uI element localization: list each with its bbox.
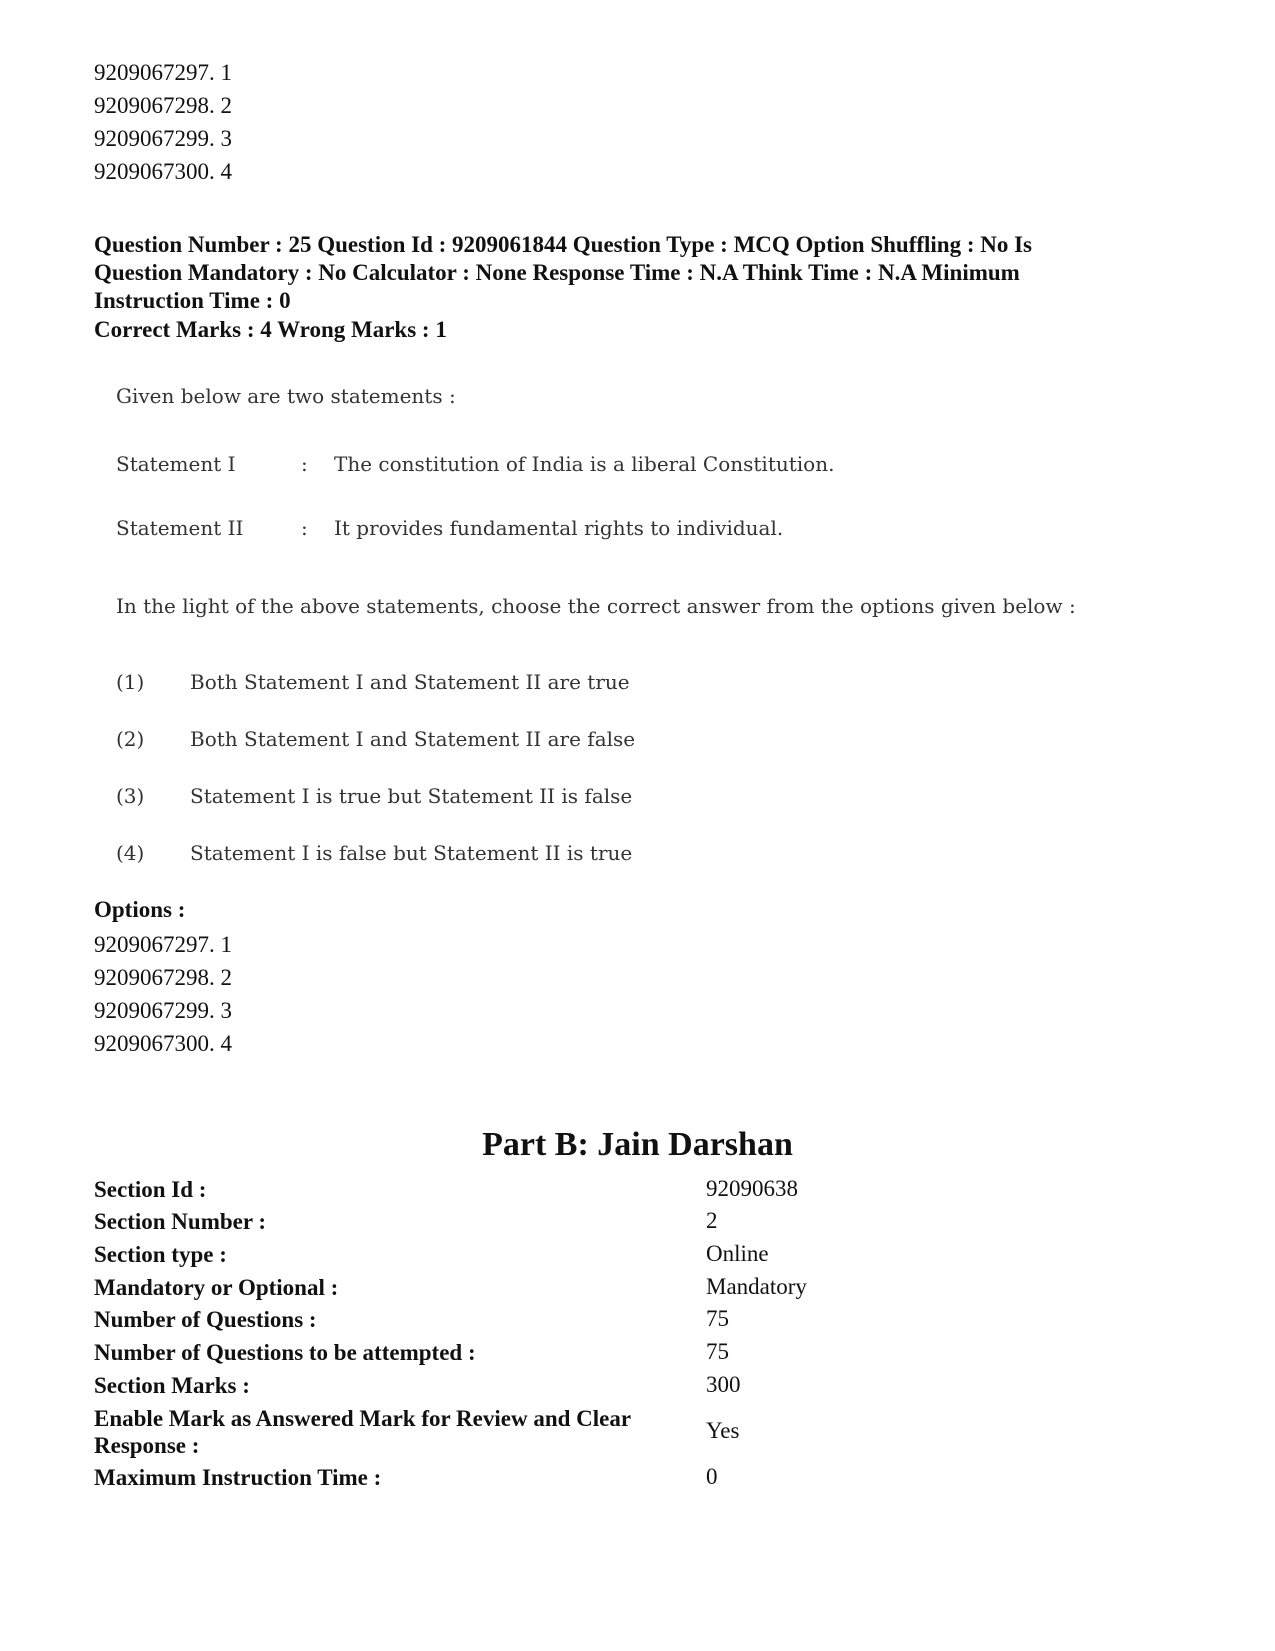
section-key: Number of Questions to be attempted : <box>94 1340 476 1365</box>
section-value: 2 <box>706 1208 718 1233</box>
question-body <box>116 384 1116 874</box>
section-value: Online <box>706 1241 769 1266</box>
section-value: Yes <box>706 1418 740 1443</box>
statement-label: Statement I <box>116 452 236 476</box>
section-value: 75 <box>706 1339 729 1364</box>
option-line: 9209067299. 3 <box>94 998 232 1023</box>
section-value: Mandatory <box>706 1274 807 1299</box>
statement-row <box>116 452 1116 482</box>
section-value: 300 <box>706 1372 741 1397</box>
choice-text: Both Statement I and Statement II are false <box>190 727 636 751</box>
choice-row <box>116 727 1116 757</box>
options-label: Options : <box>94 897 186 922</box>
statement-label: Statement II <box>116 516 244 540</box>
choice-text: Statement I is true but Statement II is false <box>190 784 633 808</box>
previous-options-list <box>94 56 232 188</box>
section-key: Section type : <box>94 1242 227 1267</box>
choice-row <box>116 784 1116 814</box>
option-line: 9209067298. 2 <box>94 93 232 118</box>
section-key: Section Marks : <box>94 1373 250 1398</box>
option-line: 9209067299. 3 <box>94 126 232 151</box>
section-key: Enable Mark as Answered Mark for Review and Clear Response : <box>94 1406 631 1458</box>
choice-text: Both Statement I and Statement II are true <box>190 670 630 694</box>
question-instruction: In the light of the above statements, choose the correct answer from the options given below : <box>116 594 1076 618</box>
choice-number: (4) <box>116 841 145 865</box>
choice-number: (2) <box>116 727 145 751</box>
option-line: 9209067300. 4 <box>94 159 232 184</box>
statement-row <box>116 516 1116 546</box>
section-value: 0 <box>706 1464 718 1489</box>
question-intro: Given below are two statements : <box>116 384 456 408</box>
option-line: 9209067298. 2 <box>94 965 232 990</box>
section-value: 92090638 <box>706 1176 798 1201</box>
choice-number: (1) <box>116 670 145 694</box>
choice-row <box>116 841 1116 871</box>
choice-row <box>116 670 1116 700</box>
statement-text: It provides fundamental rights to individual. <box>334 516 784 540</box>
option-line: 9209067297. 1 <box>94 932 232 957</box>
question-marks: Correct Marks : 4 Wrong Marks : 1 <box>94 317 447 342</box>
option-line: 9209067297. 1 <box>94 60 232 85</box>
choice-number: (3) <box>116 784 145 808</box>
choice-text: Statement I is false but Statement II is true <box>190 841 633 865</box>
section-key: Mandatory or Optional : <box>94 1275 339 1300</box>
section-value: 75 <box>706 1306 729 1331</box>
statement-colon: : <box>301 516 308 540</box>
section-key: Section Number : <box>94 1209 267 1234</box>
section-key: Section Id : <box>94 1177 207 1202</box>
section-key: Maximum Instruction Time : <box>94 1465 382 1490</box>
option-line: 9209067300. 4 <box>94 1031 232 1056</box>
section-title: Part B: Jain Darshan <box>482 1126 793 1163</box>
statement-text: The constitution of India is a liberal Constitution. <box>334 452 835 476</box>
section-key: Number of Questions : <box>94 1307 317 1332</box>
options-list <box>94 928 232 1060</box>
statement-colon: : <box>301 452 308 476</box>
question-meta: Question Number : 25 Question Id : 9209061844 Question Type : MCQ Option Shuffling : No Is Question Mandatory : No Calculator : None Response Time : N.A Think Time : N.A Minimum Instruction Time : 0 <box>94 232 1033 313</box>
